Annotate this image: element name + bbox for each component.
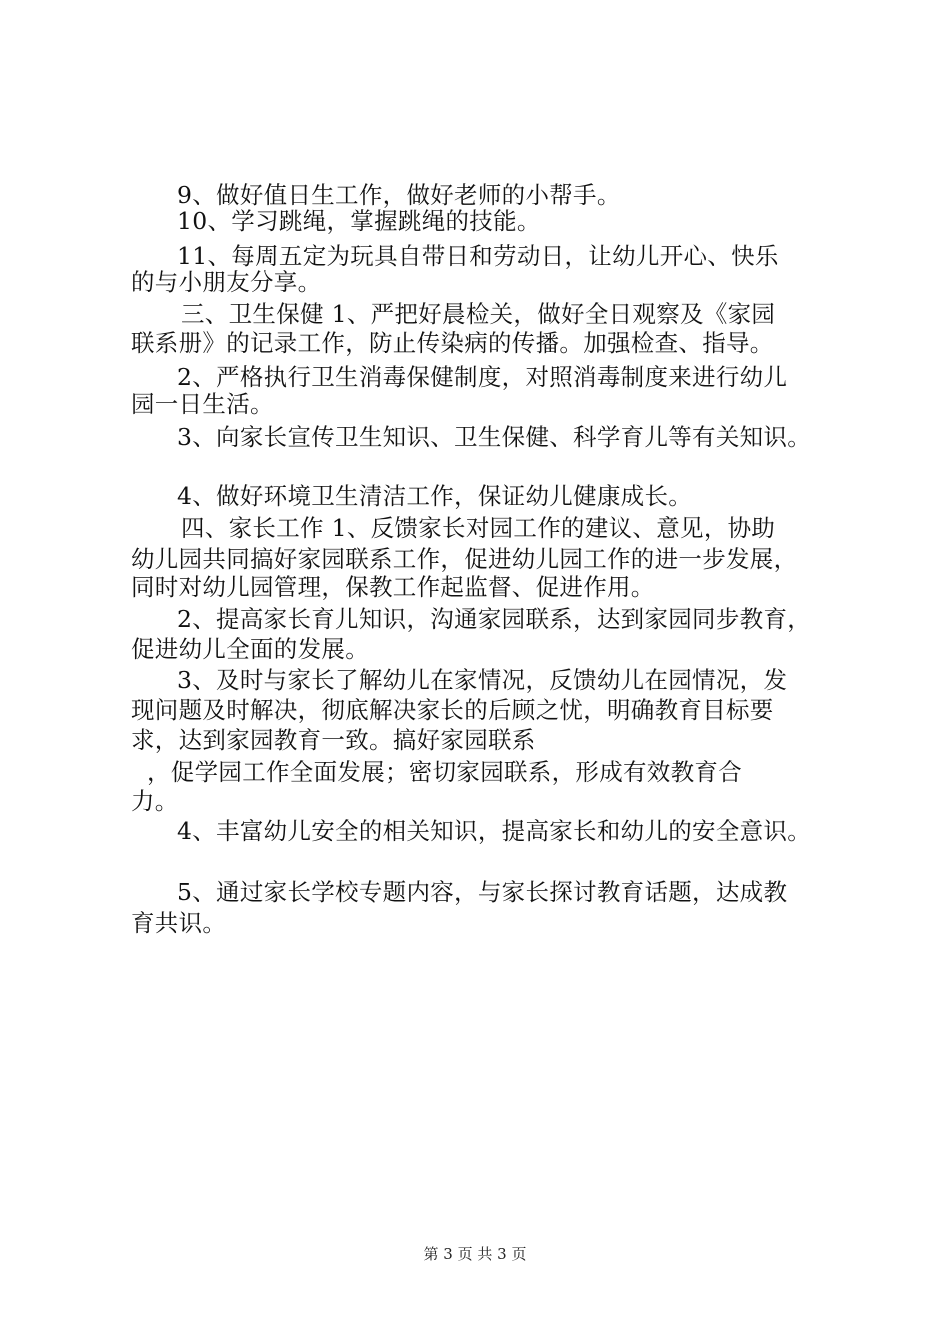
- page-footer: 第 3 页 共 3 页: [423, 1245, 527, 1263]
- body-line: 园一日生活。: [131, 390, 274, 418]
- body-line: ，促学园工作全面发展；密切家园联系，形成有效教育合: [147, 758, 742, 786]
- body-line: 3、及时与家长了解幼儿在家情况，反馈幼儿在园情况，发: [177, 666, 788, 694]
- body-line: 现问题及时解决，彻底解决家长的后顾之忧，明确教育目标要: [131, 696, 774, 724]
- body-line: 5、通过家长学校专题内容，与家长探讨教育话题，达成教: [177, 878, 788, 906]
- body-line: 四、家长工作 1、反馈家长对园工作的建议、意见，协助: [181, 514, 776, 542]
- body-line: 联系册》的记录工作，防止传染病的传播。加强检查、指导。: [131, 329, 774, 357]
- body-line: 10、学习跳绳，掌握跳绳的技能。: [177, 207, 541, 235]
- body-line: 9、做好值日生工作，做好老师的小帮手。: [177, 181, 621, 209]
- body-line: 幼儿园共同搞好家园联系工作，促进幼儿园工作的进一步发展，: [131, 545, 798, 573]
- body-line: 三、卫生保健 1、严把好晨检关，做好全日观察及《家园: [181, 300, 776, 328]
- body-line: 促进幼儿全面的发展。: [131, 635, 369, 663]
- body-line: 2、提高家长育儿知识，沟通家园联系，达到家园同步教育，: [177, 605, 812, 633]
- body-line: 求，达到家园教育一致。搞好家园联系: [131, 726, 536, 754]
- body-line: 4、丰富幼儿安全的相关知识，提高家长和幼儿的安全意识。: [177, 817, 812, 845]
- body-line: 力。: [131, 787, 179, 815]
- body-line: 4、做好环境卫生清洁工作，保证幼儿健康成长。: [177, 482, 693, 510]
- body-line: 3、向家长宣传卫生知识、卫生保健、科学育儿等有关知识。: [177, 423, 812, 451]
- body-line: 同时对幼儿园管理，保教工作起监督、促进作用。: [131, 573, 655, 601]
- body-line: 育共识。: [131, 909, 227, 937]
- body-line: 的与小朋友分享。: [131, 268, 322, 296]
- body-line: 2、严格执行卫生消毒保健制度，对照消毒制度来进行幼儿: [177, 363, 788, 391]
- body-line: 11、每周五定为玩具自带日和劳动日，让幼儿开心、快乐: [177, 242, 779, 270]
